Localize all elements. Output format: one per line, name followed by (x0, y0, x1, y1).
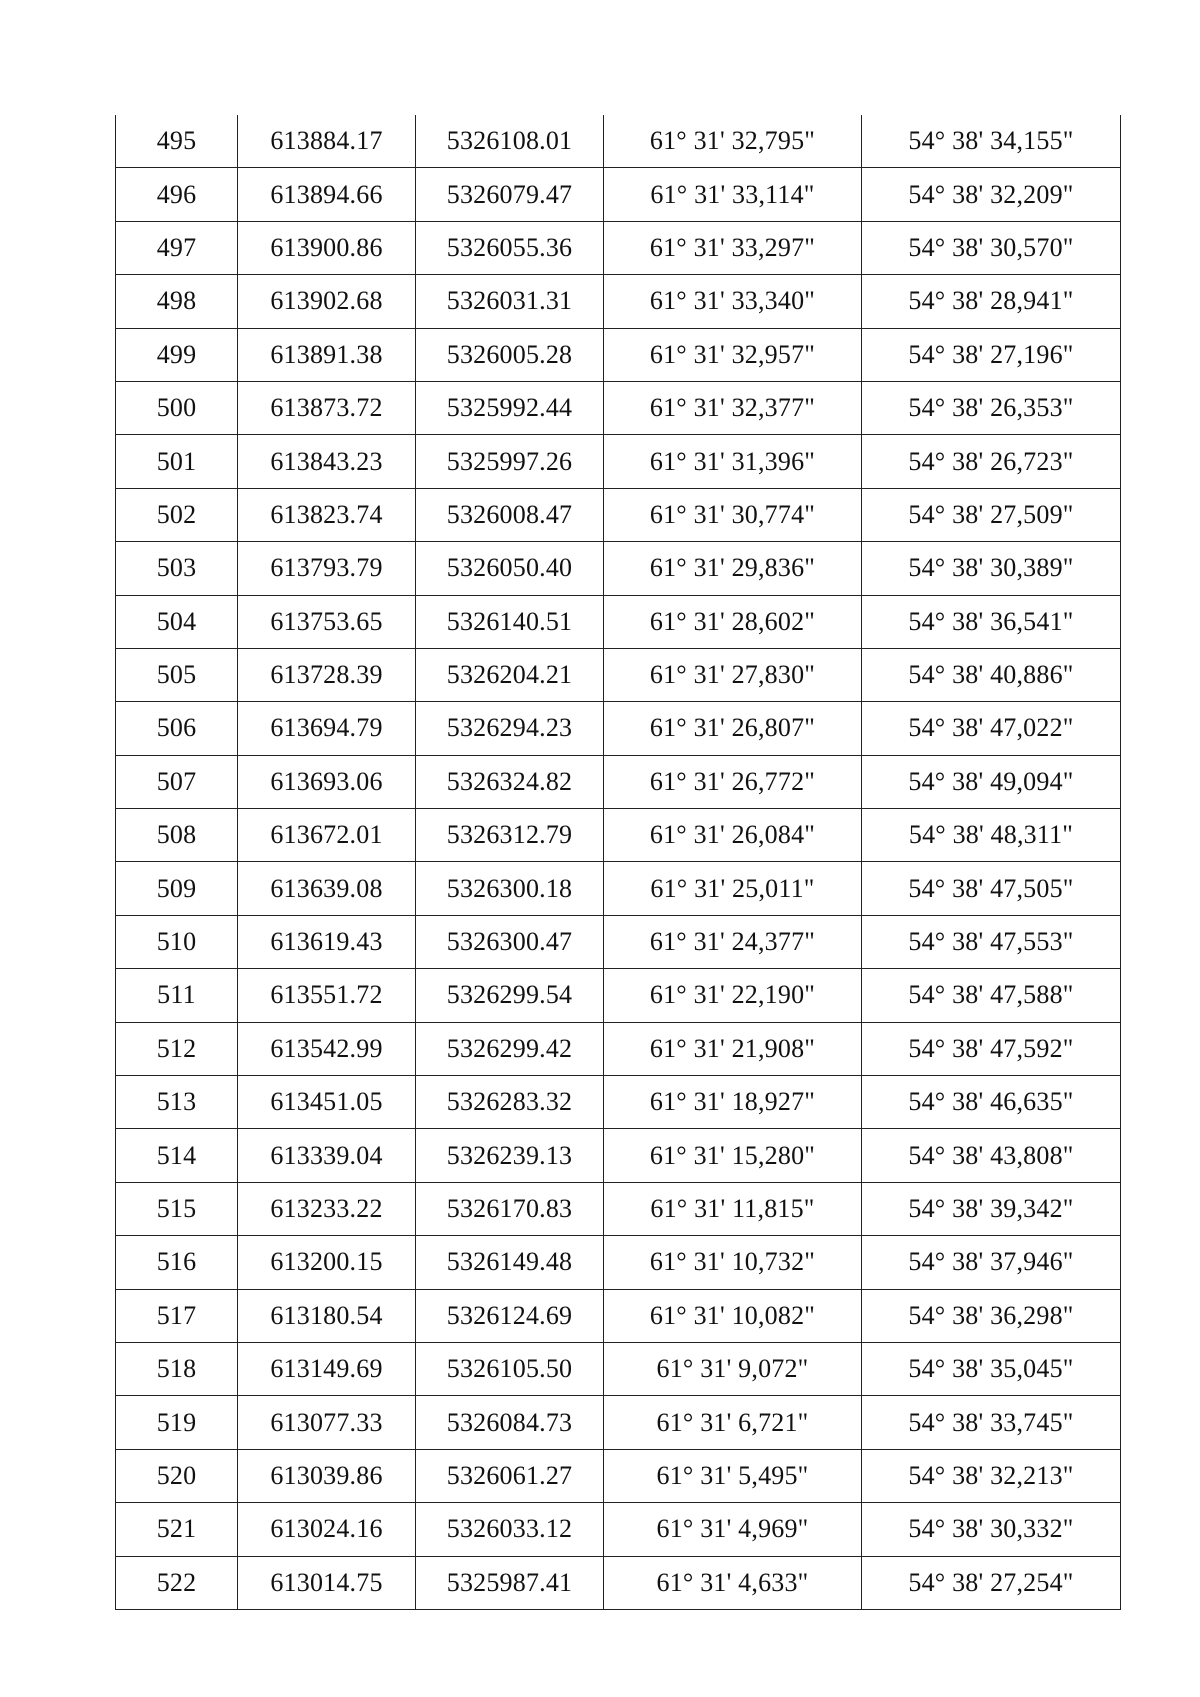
x-coordinate-cell: 613339.04 (238, 1129, 416, 1182)
longitude-cell: 61° 31' 15,280" (604, 1129, 862, 1182)
x-coordinate-cell: 613694.79 (238, 702, 416, 755)
longitude-cell: 61° 31' 9,072" (604, 1342, 862, 1395)
latitude-cell: 54° 38' 46,635" (862, 1076, 1121, 1129)
point-number-cell: 507 (116, 755, 238, 808)
x-coordinate-cell: 613014.75 (238, 1556, 416, 1609)
latitude-cell: 54° 38' 47,588" (862, 969, 1121, 1022)
point-number-cell: 499 (116, 328, 238, 381)
longitude-cell: 61° 31' 24,377" (604, 915, 862, 968)
table-row (116, 915, 1121, 968)
longitude-cell: 61° 31' 33,297" (604, 221, 862, 274)
x-coordinate-cell: 613823.74 (238, 488, 416, 541)
table-row (116, 1076, 1121, 1129)
latitude-cell: 54° 38' 26,353" (862, 381, 1121, 434)
coordinates-table-body (116, 115, 1121, 1609)
longitude-cell: 61° 31' 33,340" (604, 275, 862, 328)
longitude-cell: 61° 31' 18,927" (604, 1076, 862, 1129)
table-row (116, 1503, 1121, 1556)
point-number-cell: 509 (116, 862, 238, 915)
longitude-cell: 61° 31' 25,011" (604, 862, 862, 915)
y-coordinate-cell: 5326283.32 (416, 1076, 604, 1129)
longitude-cell: 61° 31' 22,190" (604, 969, 862, 1022)
x-coordinate-cell: 613039.86 (238, 1449, 416, 1502)
longitude-cell: 61° 31' 31,396" (604, 435, 862, 488)
table-row (116, 1022, 1121, 1075)
y-coordinate-cell: 5326299.54 (416, 969, 604, 1022)
latitude-cell: 54° 38' 47,553" (862, 915, 1121, 968)
point-number-cell: 521 (116, 1503, 238, 1556)
table-row (116, 381, 1121, 434)
y-coordinate-cell: 5326300.18 (416, 862, 604, 915)
y-coordinate-cell: 5326050.40 (416, 542, 604, 595)
x-coordinate-cell: 613894.66 (238, 168, 416, 221)
point-number-cell: 513 (116, 1076, 238, 1129)
x-coordinate-cell: 613753.65 (238, 595, 416, 648)
point-number-cell: 506 (116, 702, 238, 755)
y-coordinate-cell: 5326031.31 (416, 275, 604, 328)
longitude-cell: 61° 31' 11,815" (604, 1182, 862, 1235)
point-number-cell: 504 (116, 595, 238, 648)
longitude-cell: 61° 31' 32,957" (604, 328, 862, 381)
x-coordinate-cell: 613180.54 (238, 1289, 416, 1342)
table-row (116, 862, 1121, 915)
point-number-cell: 500 (116, 381, 238, 434)
y-coordinate-cell: 5326149.48 (416, 1236, 604, 1289)
point-number-cell: 519 (116, 1396, 238, 1449)
table-row (116, 809, 1121, 862)
longitude-cell: 61° 31' 21,908" (604, 1022, 862, 1075)
table-row (116, 1236, 1121, 1289)
x-coordinate-cell: 613873.72 (238, 381, 416, 434)
point-number-cell: 503 (116, 542, 238, 595)
x-coordinate-cell: 613843.23 (238, 435, 416, 488)
x-coordinate-cell: 613672.01 (238, 809, 416, 862)
x-coordinate-cell: 613884.17 (238, 115, 416, 168)
longitude-cell: 61° 31' 4,969" (604, 1503, 862, 1556)
x-coordinate-cell: 613693.06 (238, 755, 416, 808)
latitude-cell: 54° 38' 47,022" (862, 702, 1121, 755)
y-coordinate-cell: 5326061.27 (416, 1449, 604, 1502)
point-number-cell: 515 (116, 1182, 238, 1235)
table-row (116, 435, 1121, 488)
table-row (116, 328, 1121, 381)
latitude-cell: 54° 38' 49,094" (862, 755, 1121, 808)
longitude-cell: 61° 31' 10,732" (604, 1236, 862, 1289)
y-coordinate-cell: 5325997.26 (416, 435, 604, 488)
table-row (116, 755, 1121, 808)
latitude-cell: 54° 38' 36,298" (862, 1289, 1121, 1342)
latitude-cell: 54° 38' 43,808" (862, 1129, 1121, 1182)
y-coordinate-cell: 5326005.28 (416, 328, 604, 381)
latitude-cell: 54° 38' 47,505" (862, 862, 1121, 915)
latitude-cell: 54° 38' 30,570" (862, 221, 1121, 274)
y-coordinate-cell: 5326204.21 (416, 648, 604, 701)
y-coordinate-cell: 5326033.12 (416, 1503, 604, 1556)
latitude-cell: 54° 38' 27,196" (862, 328, 1121, 381)
longitude-cell: 61° 31' 32,795" (604, 115, 862, 168)
x-coordinate-cell: 613728.39 (238, 648, 416, 701)
table-row (116, 595, 1121, 648)
table-row (116, 1556, 1121, 1609)
longitude-cell: 61° 31' 30,774" (604, 488, 862, 541)
y-coordinate-cell: 5326312.79 (416, 809, 604, 862)
y-coordinate-cell: 5326294.23 (416, 702, 604, 755)
point-number-cell: 496 (116, 168, 238, 221)
x-coordinate-cell: 613542.99 (238, 1022, 416, 1075)
point-number-cell: 510 (116, 915, 238, 968)
table-row (116, 488, 1121, 541)
longitude-cell: 61° 31' 26,772" (604, 755, 862, 808)
point-number-cell: 501 (116, 435, 238, 488)
x-coordinate-cell: 613233.22 (238, 1182, 416, 1235)
y-coordinate-cell: 5326084.73 (416, 1396, 604, 1449)
point-number-cell: 516 (116, 1236, 238, 1289)
x-coordinate-cell: 613077.33 (238, 1396, 416, 1449)
latitude-cell: 54° 38' 47,592" (862, 1022, 1121, 1075)
point-number-cell: 520 (116, 1449, 238, 1502)
point-number-cell: 518 (116, 1342, 238, 1395)
table-row (116, 969, 1121, 1022)
y-coordinate-cell: 5326170.83 (416, 1182, 604, 1235)
longitude-cell: 61° 31' 10,082" (604, 1289, 862, 1342)
point-number-cell: 522 (116, 1556, 238, 1609)
x-coordinate-cell: 613551.72 (238, 969, 416, 1022)
latitude-cell: 54° 38' 28,941" (862, 275, 1121, 328)
table-row (116, 275, 1121, 328)
table-row (116, 1342, 1121, 1395)
x-coordinate-cell: 613900.86 (238, 221, 416, 274)
point-number-cell: 511 (116, 969, 238, 1022)
point-number-cell: 512 (116, 1022, 238, 1075)
y-coordinate-cell: 5326300.47 (416, 915, 604, 968)
table-row (116, 702, 1121, 755)
point-number-cell: 495 (116, 115, 238, 168)
x-coordinate-cell: 613149.69 (238, 1342, 416, 1395)
table-row (116, 542, 1121, 595)
longitude-cell: 61° 31' 5,495" (604, 1449, 862, 1502)
y-coordinate-cell: 5326239.13 (416, 1129, 604, 1182)
longitude-cell: 61° 31' 6,721" (604, 1396, 862, 1449)
longitude-cell: 61° 31' 26,084" (604, 809, 862, 862)
point-number-cell: 508 (116, 809, 238, 862)
latitude-cell: 54° 38' 27,254" (862, 1556, 1121, 1609)
longitude-cell: 61° 31' 33,114" (604, 168, 862, 221)
x-coordinate-cell: 613639.08 (238, 862, 416, 915)
longitude-cell: 61° 31' 4,633" (604, 1556, 862, 1609)
y-coordinate-cell: 5326008.47 (416, 488, 604, 541)
latitude-cell: 54° 38' 26,723" (862, 435, 1121, 488)
y-coordinate-cell: 5325987.41 (416, 1556, 604, 1609)
point-number-cell: 498 (116, 275, 238, 328)
x-coordinate-cell: 613619.43 (238, 915, 416, 968)
y-coordinate-cell: 5326299.42 (416, 1022, 604, 1075)
x-coordinate-cell: 613902.68 (238, 275, 416, 328)
table-row (116, 1449, 1121, 1502)
latitude-cell: 54° 38' 40,886" (862, 648, 1121, 701)
point-number-cell: 502 (116, 488, 238, 541)
latitude-cell: 54° 38' 30,389" (862, 542, 1121, 595)
longitude-cell: 61° 31' 28,602" (604, 595, 862, 648)
table-row (116, 1396, 1121, 1449)
y-coordinate-cell: 5326105.50 (416, 1342, 604, 1395)
latitude-cell: 54° 38' 37,946" (862, 1236, 1121, 1289)
point-number-cell: 514 (116, 1129, 238, 1182)
table-row (116, 648, 1121, 701)
table-row (116, 168, 1121, 221)
longitude-cell: 61° 31' 27,830" (604, 648, 862, 701)
latitude-cell: 54° 38' 36,541" (862, 595, 1121, 648)
latitude-cell: 54° 38' 27,509" (862, 488, 1121, 541)
table-row (116, 1182, 1121, 1235)
point-number-cell: 497 (116, 221, 238, 274)
y-coordinate-cell: 5326140.51 (416, 595, 604, 648)
point-number-cell: 505 (116, 648, 238, 701)
latitude-cell: 54° 38' 39,342" (862, 1182, 1121, 1235)
latitude-cell: 54° 38' 33,745" (862, 1396, 1121, 1449)
table-row (116, 1289, 1121, 1342)
table-row (116, 221, 1121, 274)
x-coordinate-cell: 613024.16 (238, 1503, 416, 1556)
y-coordinate-cell: 5326124.69 (416, 1289, 604, 1342)
table-row (116, 1129, 1121, 1182)
latitude-cell: 54° 38' 30,332" (862, 1503, 1121, 1556)
x-coordinate-cell: 613891.38 (238, 328, 416, 381)
point-number-cell: 517 (116, 1289, 238, 1342)
x-coordinate-cell: 613200.15 (238, 1236, 416, 1289)
longitude-cell: 61° 31' 26,807" (604, 702, 862, 755)
latitude-cell: 54° 38' 34,155" (862, 115, 1121, 168)
latitude-cell: 54° 38' 32,209" (862, 168, 1121, 221)
latitude-cell: 54° 38' 35,045" (862, 1342, 1121, 1395)
y-coordinate-cell: 5326108.01 (416, 115, 604, 168)
coordinates-table (115, 115, 1121, 1610)
latitude-cell: 54° 38' 32,213" (862, 1449, 1121, 1502)
y-coordinate-cell: 5326079.47 (416, 168, 604, 221)
y-coordinate-cell: 5326324.82 (416, 755, 604, 808)
longitude-cell: 61° 31' 32,377" (604, 381, 862, 434)
x-coordinate-cell: 613451.05 (238, 1076, 416, 1129)
table-row (116, 115, 1121, 168)
y-coordinate-cell: 5325992.44 (416, 381, 604, 434)
longitude-cell: 61° 31' 29,836" (604, 542, 862, 595)
y-coordinate-cell: 5326055.36 (416, 221, 604, 274)
x-coordinate-cell: 613793.79 (238, 542, 416, 595)
latitude-cell: 54° 38' 48,311" (862, 809, 1121, 862)
